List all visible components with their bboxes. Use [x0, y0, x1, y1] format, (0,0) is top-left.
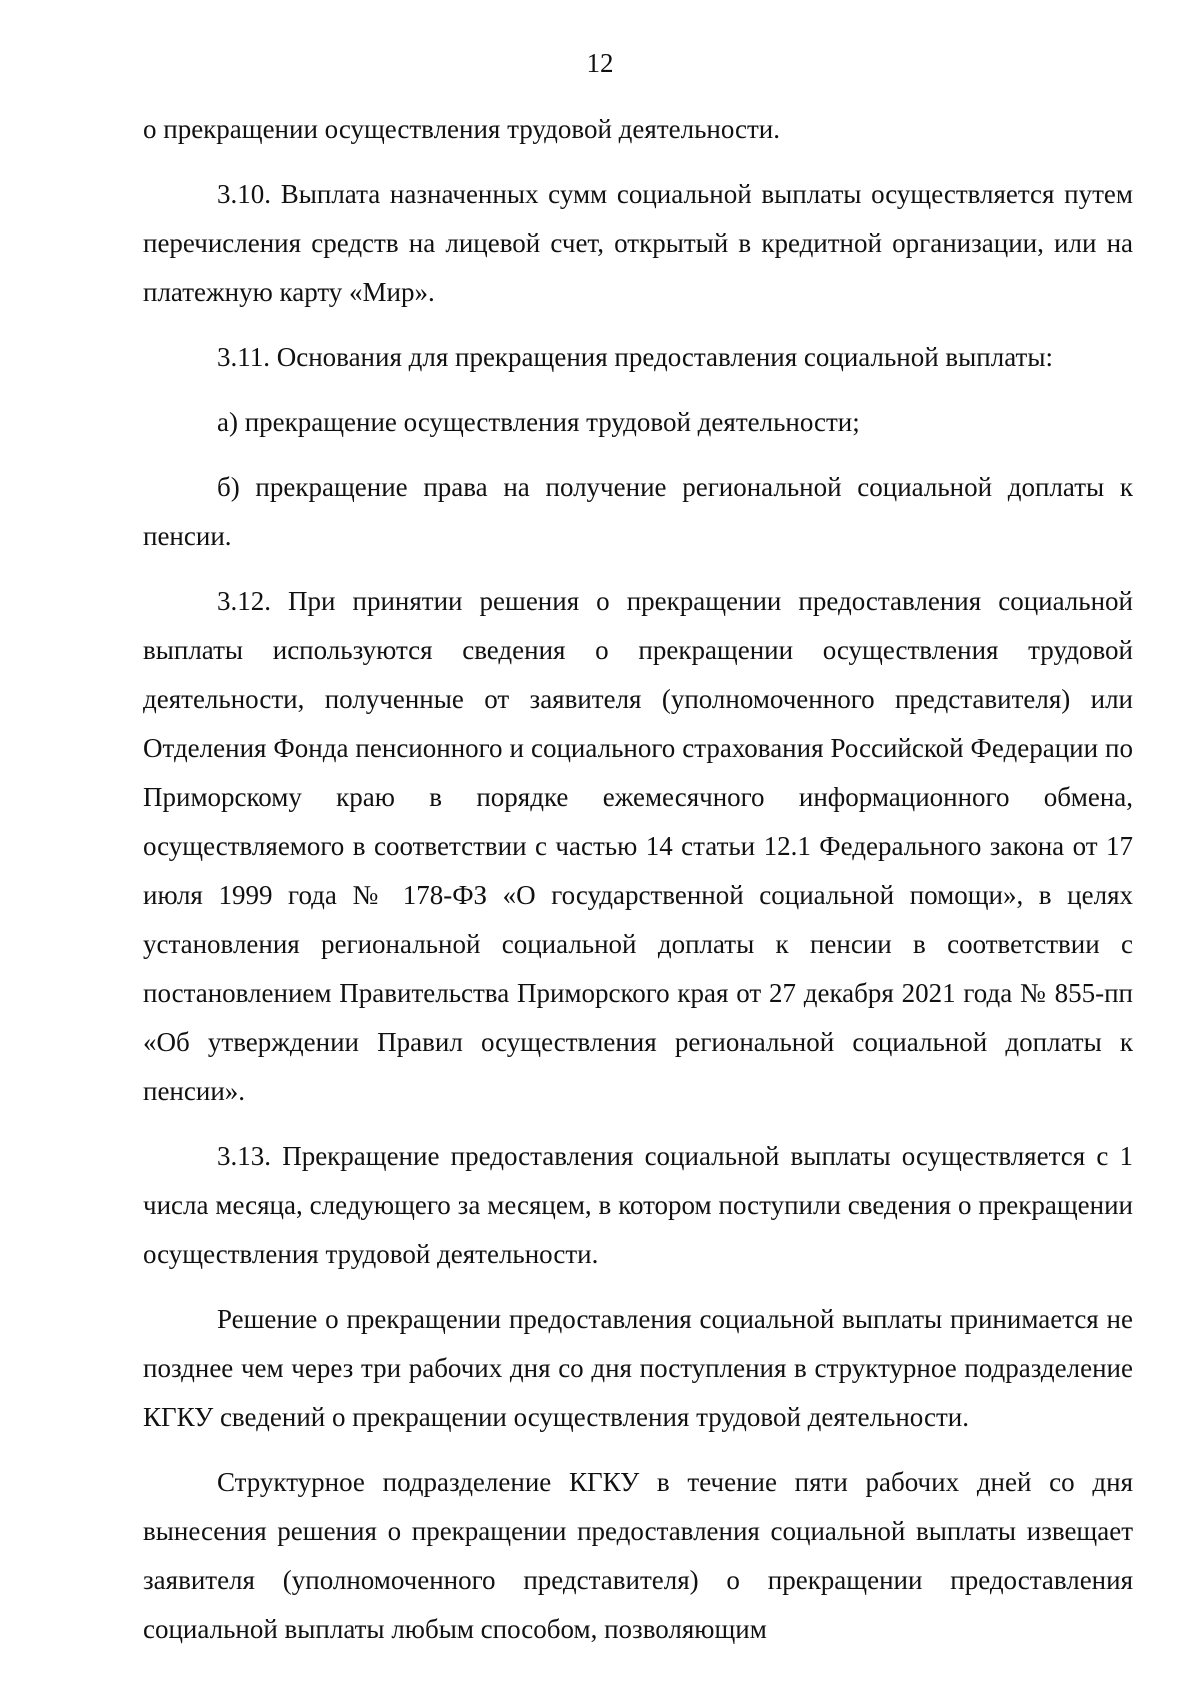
paragraph-3-12: 3.12. При принятии решения о прекращении предоставления социальной выплаты используются сведения о прекращении осуществления трудовой деятельности, полученные от заявителя (уполномоченного представителя) или Отделения Фонда пенсионного и социального страхования Российской Федерации по Приморскому краю в порядке ежемесячного информационного обмена, осуществляемого в соответствии с частью 14 статьи 12.1 Федерального закона от 17 июля 1999 года № 178-ФЗ «О государственной социальной помощи», в целях установления региональной социальной доплаты к пенсии в соответствии с постановлением Правительства Приморского края от 27 декабря 2021 года № 855-пп «Об утверждении Правил осуществления региональной социальной доплаты к пенсии».: [143, 586, 1133, 1106]
paragraph-decision: Решение о прекращении предоставления социальной выплаты принимается не позднее чем через три рабочих дня со дня поступления в структурное подразделение КГКУ сведений о прекращении осуществления трудовой деятельности.: [143, 1304, 1133, 1432]
paragraph: о прекращении осуществления трудовой деятельности.: [143, 114, 780, 144]
paragraph-item-b: б) прекращение права на получение региональной социальной доплаты к пенсии.: [143, 472, 1133, 551]
paragraph-item-a: а) прекращение осуществления трудовой деятельности;: [217, 407, 860, 437]
page-number: 12: [586, 48, 614, 78]
paragraph-3-10: 3.10. Выплата назначенных сумм социальной выплаты осуществляется путем перечисления средств на лицевой счет, открытый в кредитной организации, или на платежную карту «Мир».: [143, 179, 1133, 307]
paragraph-3-13: 3.13. Прекращение предоставления социальной выплаты осуществляется с 1 числа месяца, следующего за месяцем, в котором поступили сведения о прекращении осуществления трудовой деятельности.: [143, 1141, 1133, 1269]
paragraph-3-11: 3.11. Основания для прекращения предоставления социальной выплаты:: [217, 342, 1053, 372]
paragraph-notification: Структурное подразделение КГКУ в течение пяти рабочих дней со дня вынесения решения о прекращении предоставления социальной выплаты извещает заявителя (уполномоченного представителя) о прекращении предоставления социальной выплаты любым способом, позволяющим: [143, 1467, 1133, 1644]
document-body: [143, 105, 1133, 1654]
